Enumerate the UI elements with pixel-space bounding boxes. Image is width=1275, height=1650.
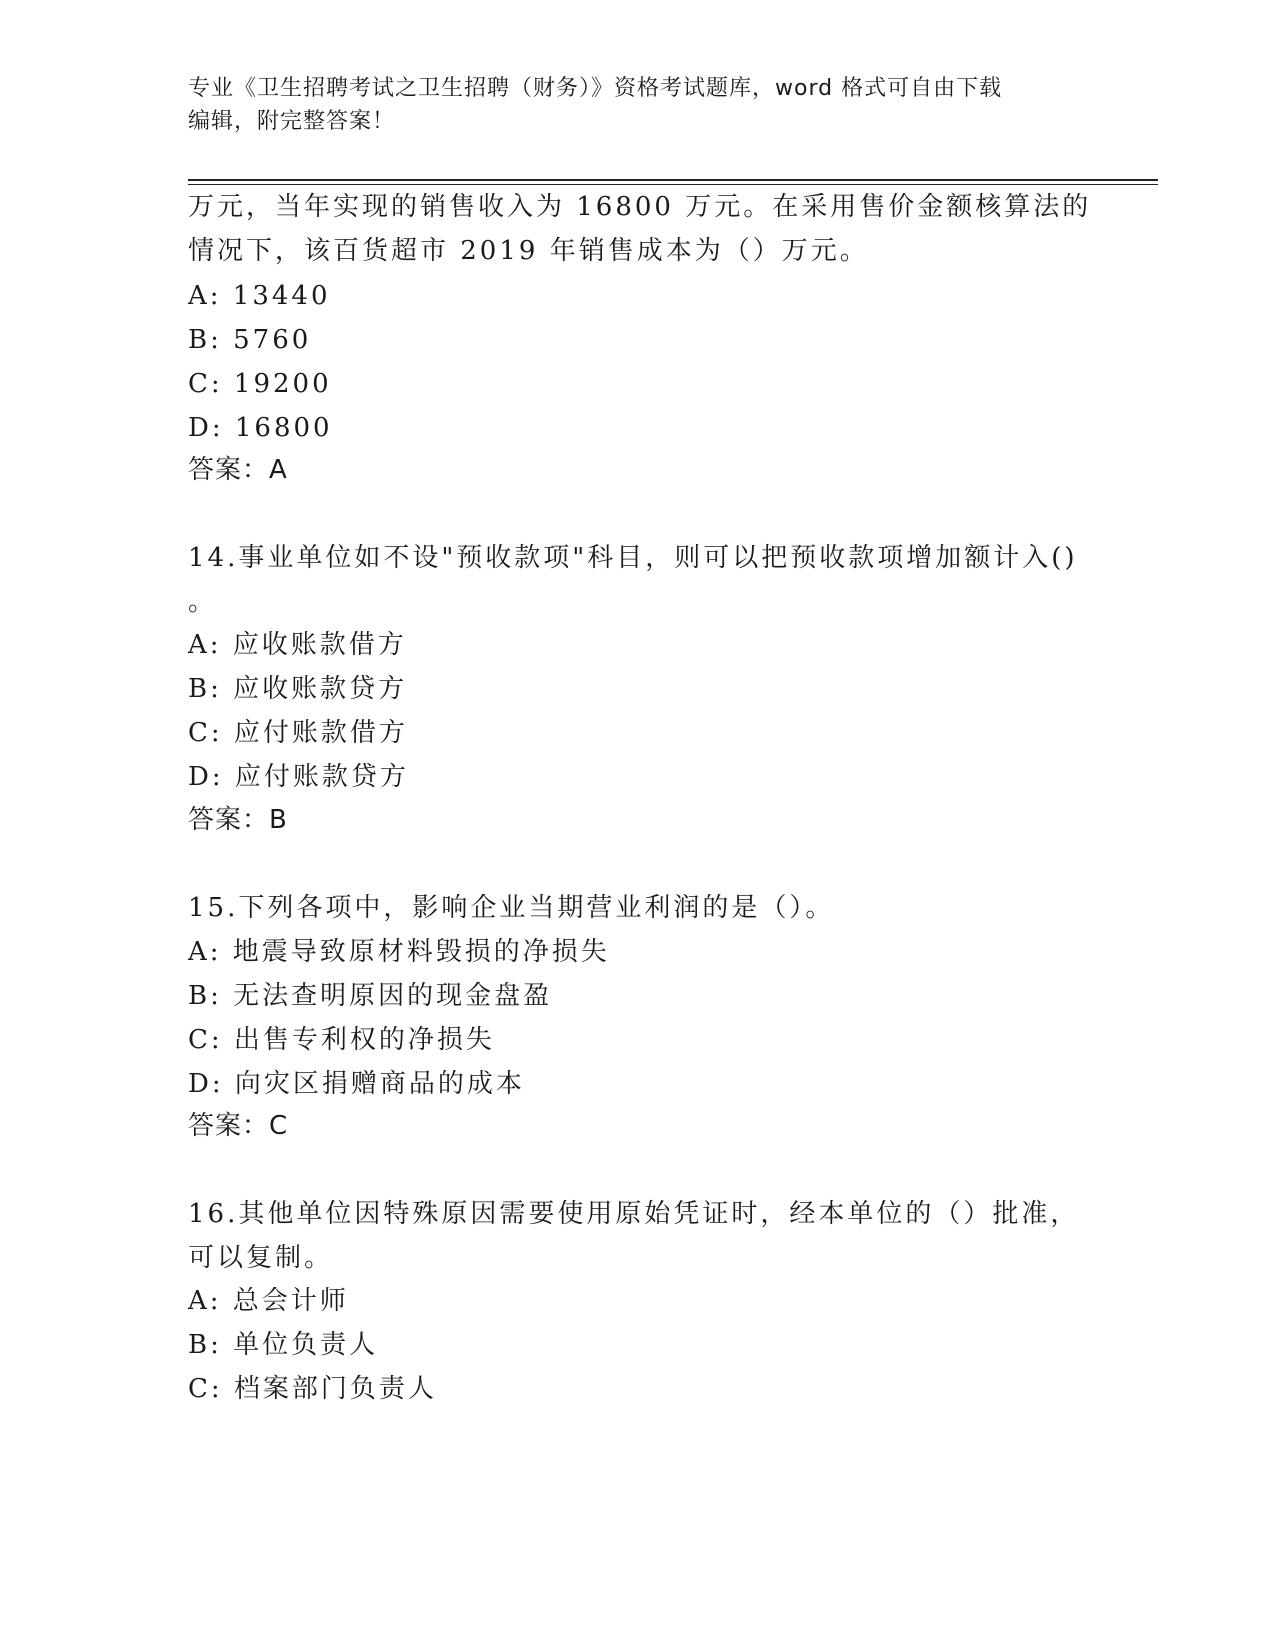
question-16-option-a: A: 总会计师 xyxy=(188,1286,349,1316)
header-line-1: 专业《卫生招聘考试之卫生招聘（财务）》资格考试题库，word 格式可自由下载 xyxy=(188,76,1003,101)
question-14-stem-line-1: 14.事业单位如不设"预收款项"科目，则可以把预收款项增加额计入() xyxy=(188,543,1078,573)
question-15-option-b: B: 无法查明原因的现金盘盈 xyxy=(188,981,553,1011)
header-divider xyxy=(188,179,1158,181)
question-13-stem-line-2: 情况下，该百货超市 2019 年销售成本为（）万元。 xyxy=(188,236,869,266)
question-13-option-a: A: 13440 xyxy=(188,281,331,311)
header-divider-thin xyxy=(188,184,1158,185)
question-13-stem-line-1: 万元，当年实现的销售收入为 16800 万元。在采用售价金额核算法的 xyxy=(188,192,1092,222)
question-14-option-d: D: 应付账款贷方 xyxy=(188,762,409,792)
question-16-stem-line-2: 可以复制。 xyxy=(188,1243,334,1273)
question-15-option-a: A: 地震导致原材料毁损的净损失 xyxy=(188,937,610,967)
question-15-stem-line-1: 15.下列各项中，影响企业当期营业利润的是（）。 xyxy=(188,893,835,923)
document-header xyxy=(188,72,1068,138)
question-13-option-c: C: 19200 xyxy=(188,369,332,399)
question-14-stem-line-2: 。 xyxy=(188,587,218,617)
question-16-option-c: C: 档案部门负责人 xyxy=(188,1374,437,1404)
question-13-option-b: B: 5760 xyxy=(188,325,312,355)
question-13-answer: 答案：A xyxy=(188,455,288,485)
question-15-option-d: D: 向灾区捐赠商品的成本 xyxy=(188,1069,525,1099)
question-14-option-a: A: 应收账款借方 xyxy=(188,630,407,660)
question-14-answer: 答案：B xyxy=(188,805,288,835)
question-14-option-b: B: 应收账款贷方 xyxy=(188,674,408,704)
question-14-option-c: C: 应付账款借方 xyxy=(188,718,408,748)
header-line-2: 编辑，附完整答案！ xyxy=(188,109,396,134)
question-15-option-c: C: 出售专利权的净损失 xyxy=(188,1025,495,1055)
question-16-option-b: B: 单位负责人 xyxy=(188,1330,379,1360)
question-15-answer: 答案：C xyxy=(188,1111,289,1141)
question-13-option-d: D: 16800 xyxy=(188,413,333,443)
question-16-stem-line-1: 16.其他单位因特殊原因需要使用原始凭证时，经本单位的（）批准， xyxy=(188,1199,1080,1229)
